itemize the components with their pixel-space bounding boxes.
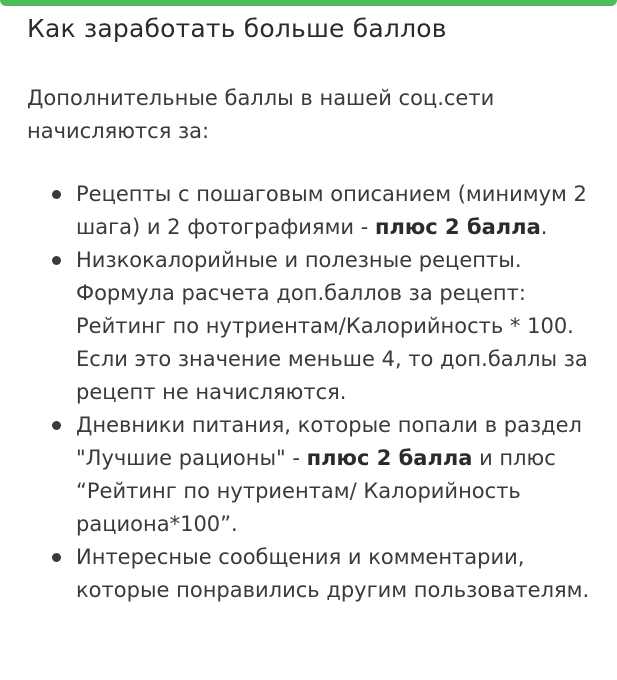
page-title: Как заработать больше баллов <box>27 14 447 43</box>
bullet-text-end: и плюс “Рейтинг по нутриентам/ Калорийность рациона*100”. <box>76 446 556 536</box>
intro-text: Дополнительные баллы в нашей соц.сети начисляются за: <box>27 86 495 143</box>
list-item-interesting-messages <box>27 541 597 607</box>
bullet-icon <box>52 256 61 265</box>
bonus-highlight: плюс 2 балла <box>306 446 473 470</box>
bonus-highlight: плюс 2 балла <box>374 215 541 239</box>
bullet-text: Интересные сообщения и комментарии, которые понравились другим пользователям. <box>76 545 590 602</box>
bullet-text: Рецепты с пошаговым описанием (минимум 2 шага) и 2 фотографиями - <box>76 182 587 239</box>
bullet-list <box>27 178 597 607</box>
bullet-icon <box>52 553 61 562</box>
bullet-icon <box>52 190 61 199</box>
bullet-icon <box>52 421 61 430</box>
bullet-text-end: . <box>540 215 548 239</box>
bullet-text: Низкокалорийные и полезные рецепты. Формула расчета доп.баллов за рецепт: Рейтинг по нутриентам/Калорийность * 100. Если это значение меньше 4, то доп.баллы за рецепт не начисляются. <box>76 248 588 404</box>
points-info-section <box>27 12 597 607</box>
list-item-recipes-with-steps <box>27 178 597 244</box>
list-item-food-diaries <box>27 409 597 541</box>
top-accent-bar <box>0 0 617 6</box>
list-item-low-calorie-recipes <box>27 244 597 409</box>
bullet-text: Дневники питания, которые попали в раздел "Лучшие рационы" - <box>76 413 582 470</box>
